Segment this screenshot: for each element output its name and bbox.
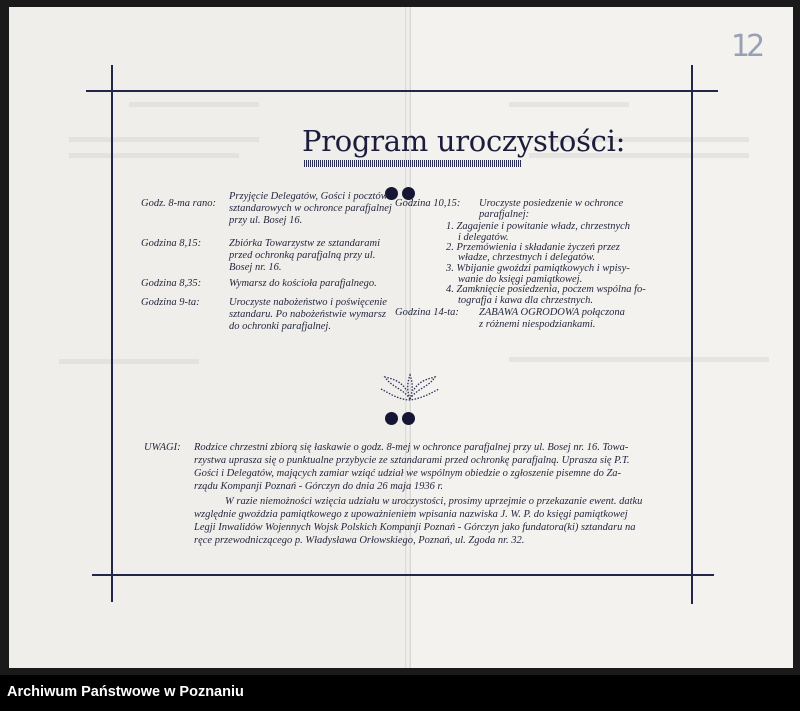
notes-line: W razie niemożności wzięcia udziału w uroczystości, prosimy uprzejmie o przekazanie ewent. datku bbox=[225, 496, 643, 507]
notes-line: Rodzice chrzestni zbiorą się łaskawie o godz. 8-mej w ochronce parafjalnej przy ul. Bosej nr. 16. Towa- bbox=[194, 442, 629, 453]
schedule-text: Wymarsz do kościoła parafjalnego. bbox=[229, 278, 377, 289]
schedule-time: Godz. 8-ma rano: bbox=[141, 198, 216, 209]
notes-line: ręce przewodniczącego p. Władysława Orłowskiego, Poznań, ul. Zgoda nr. 32. bbox=[194, 535, 525, 546]
notes-line: Gości i Delegatów, mających zamiar wziąć udział we wspólnym obiedzie o zgłoszenie pisemne do Za- bbox=[194, 468, 622, 479]
schedule-text: do ochronki parafjalnej. bbox=[229, 321, 331, 332]
schedule-text: Zbiórka Towarzystw ze sztandarami bbox=[229, 238, 381, 249]
notes-line: rządu Kompanji Poznań - Górczyn do dnia 26 maja 1936 r. bbox=[194, 481, 443, 492]
binding-hole bbox=[385, 412, 398, 425]
frame-left-line bbox=[111, 65, 113, 602]
title-underline bbox=[304, 160, 522, 167]
notes-line: rzystwa uprasza się o punktualne przybycie ze sztandarami przed ochronkę parafjalną. Uprasza się P.T. bbox=[194, 455, 630, 466]
schedule-text: Przyjęcie Delegatów, Gości i pocztów bbox=[229, 191, 388, 202]
schedule-time: Godzina 8,15: bbox=[141, 238, 202, 249]
notes-line: względnie gwoździa pamiątkowego z upoważnieniem wpisania nazwiska J. W. P. do księgi pamiątkowej bbox=[194, 509, 628, 520]
archive-footer bbox=[0, 675, 800, 711]
schedule-text: z różnemi niespodziankami. bbox=[479, 319, 596, 330]
schedule-text: ZABAWA OGRODOWA połączona bbox=[479, 307, 625, 318]
schedule-text: przed ochronką parafjalną przy ul. bbox=[229, 250, 376, 261]
notes-label: UWAGI: bbox=[144, 442, 181, 453]
binding-hole bbox=[402, 412, 415, 425]
show-through-mark bbox=[509, 357, 769, 362]
archive-name: Archiwum Państwowe w Poznaniu bbox=[7, 684, 244, 700]
schedule-text: sztandaru. Po nabożeństwie wymarsz bbox=[229, 309, 386, 320]
show-through-mark bbox=[69, 153, 239, 158]
frame-right-line bbox=[691, 65, 693, 604]
schedule-time: Godzina 14-ta: bbox=[395, 307, 459, 318]
schedule-text: przy ul. Bosej 16. bbox=[229, 215, 303, 226]
schedule-text: Uroczyste nabożeństwo i poświęcenie bbox=[229, 297, 387, 308]
schedule-text: Bosej nr. 16. bbox=[229, 262, 282, 273]
schedule-text: sztandarowych w ochronce parafjalnej bbox=[229, 203, 392, 214]
schedule-text: władze, chrzestnych i delegatów. bbox=[458, 252, 596, 263]
page-title: Program uroczystości: bbox=[302, 124, 626, 158]
schedule-text: i delegatów. bbox=[458, 232, 509, 243]
show-through-mark bbox=[69, 137, 259, 142]
page-fold bbox=[405, 7, 411, 668]
document-page bbox=[9, 7, 793, 668]
schedule-text: 4. Zamknięcie posiedzenia, poczem wspólna fo- bbox=[446, 284, 646, 295]
schedule-time: Godzina 10,15: bbox=[395, 198, 461, 209]
schedule-text: tografja i kawa dla chrzestnych. bbox=[458, 295, 594, 306]
schedule-text: 1. Zagajenie i powitanie władz, chrzestnych bbox=[446, 221, 631, 232]
schedule-text: wanie do księgi pamiątkowej. bbox=[458, 274, 583, 285]
show-through-mark bbox=[129, 102, 259, 107]
schedule-text: Uroczyste posiedzenie w ochronce bbox=[479, 198, 624, 209]
schedule-text: 3. Wbijanie gwoździ pamiątkowych i wpisy- bbox=[446, 263, 630, 274]
schedule-time: Godzina 9-ta: bbox=[141, 297, 200, 308]
schedule-text: 2. Przemówienia i składanie życzeń przez bbox=[446, 242, 620, 253]
floral-ornament-icon bbox=[379, 369, 441, 403]
frame-top-line bbox=[86, 90, 718, 92]
schedule-time: Godzina 8,35: bbox=[141, 278, 202, 289]
frame-bottom-line bbox=[92, 574, 714, 576]
page-number: 12 bbox=[731, 29, 762, 64]
notes-line: Legji Inwalidów Wojennych Wojsk Polskich Kompanji Poznań - Górczyn jako fundatora(ki) sztandaru na bbox=[194, 522, 636, 533]
show-through-mark bbox=[509, 102, 629, 107]
schedule-text: parafjalnej: bbox=[479, 209, 530, 220]
show-through-mark bbox=[59, 359, 199, 364]
